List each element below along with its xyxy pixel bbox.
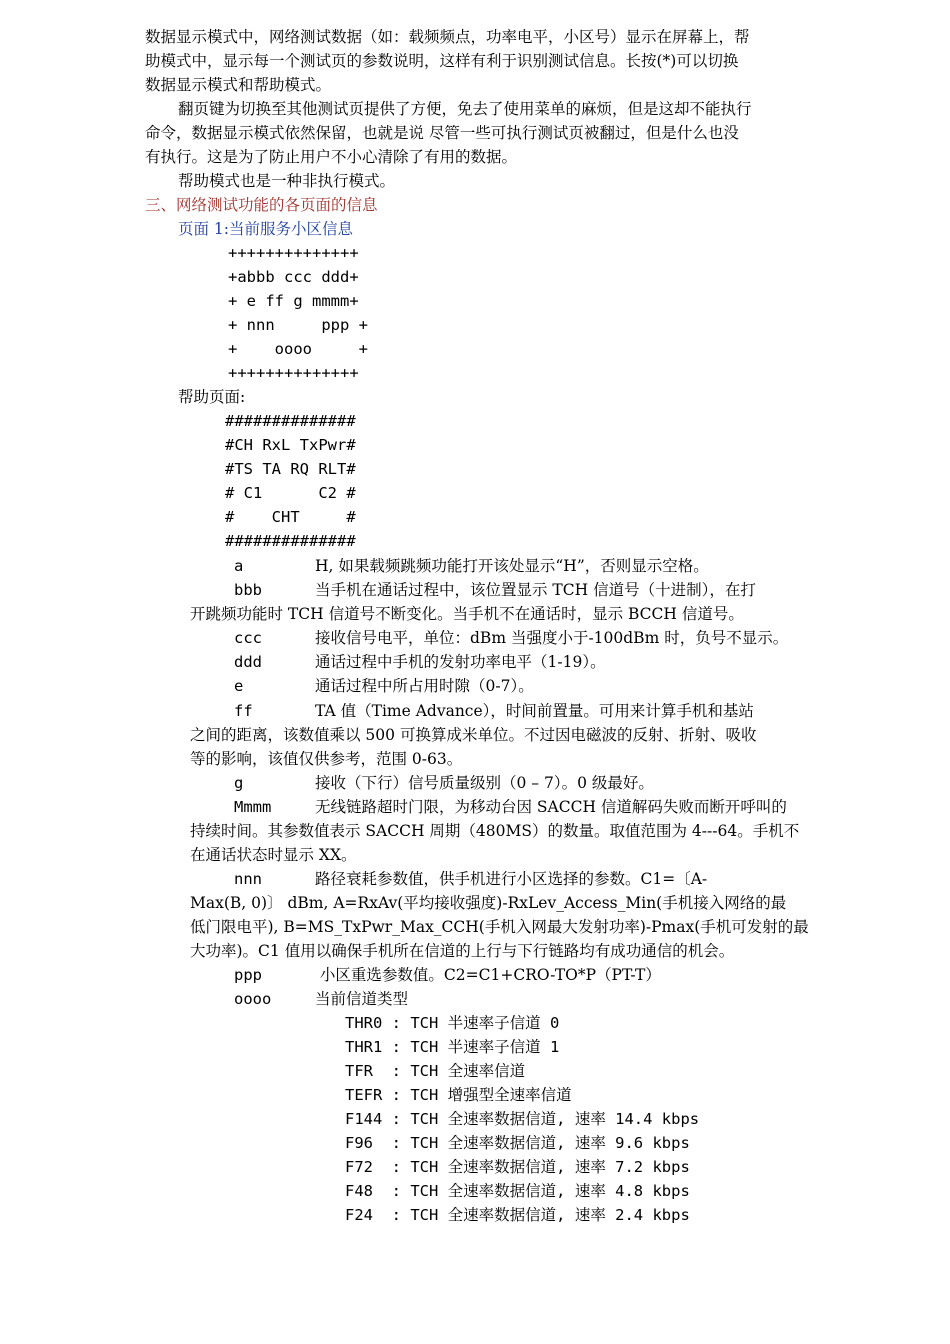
definition-term: bbb <box>234 581 262 599</box>
data-screen-line: ++++++++++++++ <box>228 244 359 262</box>
definition-text: 当前信道类型 <box>315 990 409 1008</box>
intro-line: 数据显示模式中，网络测试数据（如：载频频点，功率电平，小区号）显示在屏幕上，帮 <box>145 28 750 46</box>
page-title: 页面 1:当前服务小区信息 <box>178 220 354 238</box>
definition-text: 低门限电平), B=MS_TxPwr_Max_CCH(手机入网最大发射功率)-Pmax(手机可发射的最 <box>190 918 809 936</box>
definition-term: a <box>234 557 244 575</box>
definition-term: nnn <box>234 870 262 888</box>
help-label: 帮助页面: <box>178 388 246 406</box>
intro-line: 命令，数据显示模式依然保留，也就是说 尽管一些可执行测试页被翻过，但是什么也没 <box>145 124 739 142</box>
definition-text: 开跳频功能时 TCH 信道号不断变化。当手机不在通话时，显示 BCCH 信道号。 <box>190 605 744 623</box>
definition-term: ppp <box>234 966 262 984</box>
definition-term: g <box>234 774 244 792</box>
intro-line: 助模式中，显示每一个测试页的参数说明，这样有利于识别测试信息。长按(*)可以切换 <box>145 52 739 70</box>
channel-type-line: F144 : TCH 全速率数据信道, 速率 14.4 kbps <box>345 1110 700 1128</box>
section-heading: 三、网络测试功能的各页面的信息 <box>145 196 378 214</box>
data-screen-line: ++++++++++++++ <box>228 364 359 382</box>
definition-text: 通话过程中手机的发射功率电平（1-19）。 <box>315 653 606 671</box>
definition-term: oooo <box>234 990 272 1008</box>
intro-line: 翻页键为切换至其他测试页提供了方便，免去了使用菜单的麻烦，但是这却不能执行 <box>178 100 752 118</box>
help-screen-line: #TS TA RQ RLT# <box>225 460 356 478</box>
definition-term: ff <box>234 702 253 720</box>
definition-term: ccc <box>234 629 262 647</box>
definition-text: 无线链路超时门限，为移动台因 SACCH 信道解码失败而断开呼叫的 <box>315 798 787 816</box>
definition-text: H, 如果载频跳频功能打开该处显示“H”，否则显示空格。 <box>315 557 709 575</box>
data-screen-line: + oooo + <box>228 340 368 358</box>
definition-text: 通话过程中所占用时隙（0-7）。 <box>315 677 534 695</box>
channel-type-line: F24 : TCH 全速率数据信道, 速率 2.4 kbps <box>345 1206 690 1224</box>
channel-type-line: TEFR : TCH 增强型全速率信道 <box>345 1086 572 1104</box>
definition-text: 小区重选参数值。C2=C1+CRO-TO*P（PT-T） <box>315 966 661 984</box>
definition-text: 等的影响，该值仅供参考，范围 0-63。 <box>190 750 463 768</box>
definition-text: TA 值（Time Advance），时间前置量。可用来计算手机和基站 <box>315 702 754 720</box>
definition-text: 路径衰耗参数值，供手机进行小区选择的参数。C1=〔A- <box>315 870 708 888</box>
channel-type-line: TFR : TCH 全速率信道 <box>345 1062 526 1080</box>
data-screen-line: +abbb ccc ddd+ <box>228 268 359 286</box>
definition-text: 接收（下行）信号质量级别（0 – 7）。0 级最好。 <box>315 774 654 792</box>
channel-type-line: F48 : TCH 全速率数据信道, 速率 4.8 kbps <box>345 1182 690 1200</box>
help-screen-line: # C1 C2 # <box>225 484 356 502</box>
channel-type-line: THR1 : TCH 半速率子信道 1 <box>345 1038 560 1056</box>
definition-term: e <box>234 677 244 695</box>
definition-term: ddd <box>234 653 262 671</box>
intro-line: 帮助模式也是一种非执行模式。 <box>178 172 396 190</box>
definition-text: Max(B, 0)〕 dBm, A=RxAv(平均接收强度)-RxLev_Access_Min(手机接入网络的最 <box>190 894 787 912</box>
help-screen-line: #CH RxL TxPwr# <box>225 436 356 454</box>
data-screen-line: + nnn ppp + <box>228 316 368 334</box>
definition-text: 接收信号电平，单位：dBm 当强度小于-100dBm 时，负号不显示。 <box>315 629 789 647</box>
channel-type-line: F72 : TCH 全速率数据信道, 速率 7.2 kbps <box>345 1158 690 1176</box>
intro-line: 数据显示模式和帮助模式。 <box>145 76 332 94</box>
definition-text: 当手机在通话过程中，该位置显示 TCH 信道号（十进制），在打 <box>315 581 756 599</box>
help-screen-line: ############## <box>225 412 356 430</box>
definition-text: 大功率)。C1 值用以确保手机所在信道的上行与下行链路均有成功通信的机会。 <box>190 942 735 960</box>
definition-text: 之间的距离，该数值乘以 500 可换算成米单位。不过因电磁波的反射、折射、吸收 <box>190 726 757 744</box>
channel-type-line: F96 : TCH 全速率数据信道, 速率 9.6 kbps <box>345 1134 690 1152</box>
definition-text: 在通话状态时显示 XX。 <box>190 846 357 864</box>
definition-text: 持续时间。其参数值表示 SACCH 周期（480MS）的数量。取值范围为 4---64。手机不 <box>190 822 800 840</box>
help-screen-line: ############## <box>225 532 356 550</box>
intro-line: 有执行。这是为了防止用户不小心清除了有用的数据。 <box>145 148 518 166</box>
channel-type-line: THR0 : TCH 半速率子信道 0 <box>345 1014 560 1032</box>
help-screen-line: # CHT # <box>225 508 356 526</box>
definition-term: Mmmm <box>234 798 272 816</box>
data-screen-line: + e ff g mmmm+ <box>228 292 359 310</box>
